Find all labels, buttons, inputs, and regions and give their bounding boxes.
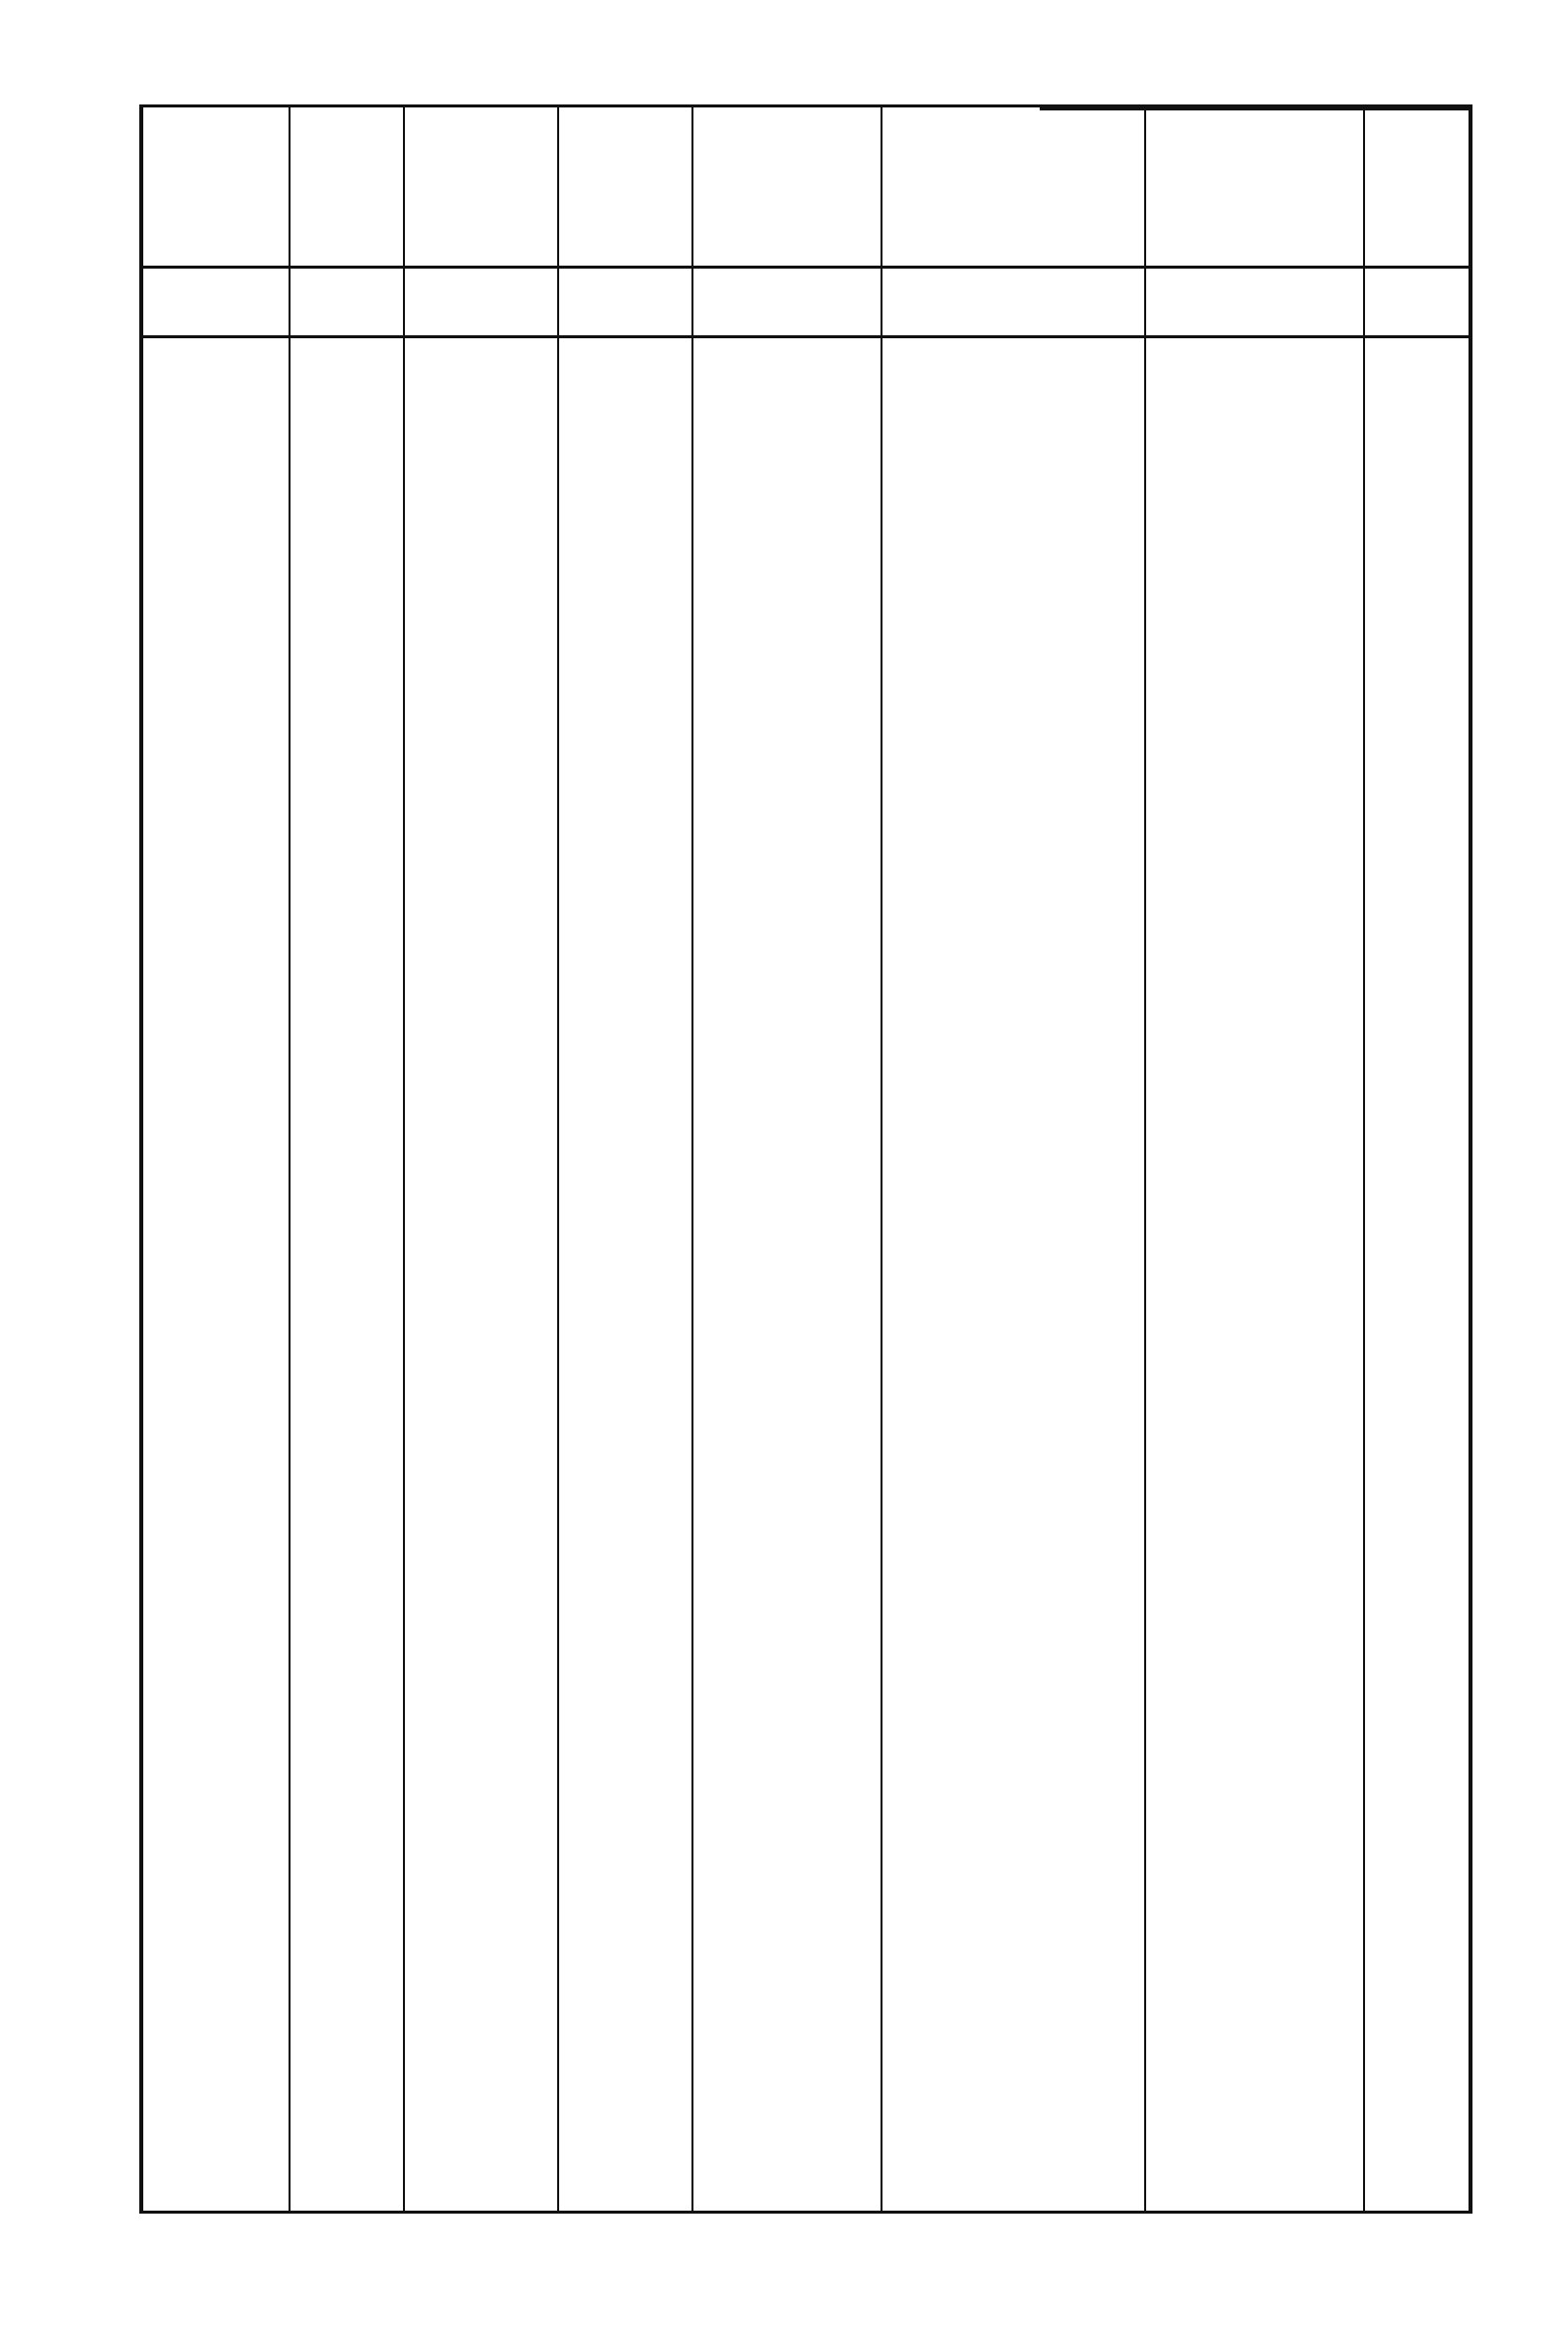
left-border <box>139 104 1472 107</box>
rotated-table <box>139 0 1472 2214</box>
column-rule <box>1363 104 1365 2214</box>
column-rule <box>289 104 291 2214</box>
column-rule <box>1144 104 1146 2214</box>
column-rule <box>403 104 405 2214</box>
column-rule <box>881 104 882 2214</box>
bottom-rule <box>139 104 143 2214</box>
column-rule <box>557 104 559 2214</box>
table-frame <box>139 0 1472 2214</box>
header-body-separator <box>139 335 1472 338</box>
end-rule <box>139 2211 1472 2214</box>
top-rule <box>1469 104 1472 2214</box>
header-separator <box>139 266 1472 269</box>
column-rule <box>691 104 693 2214</box>
